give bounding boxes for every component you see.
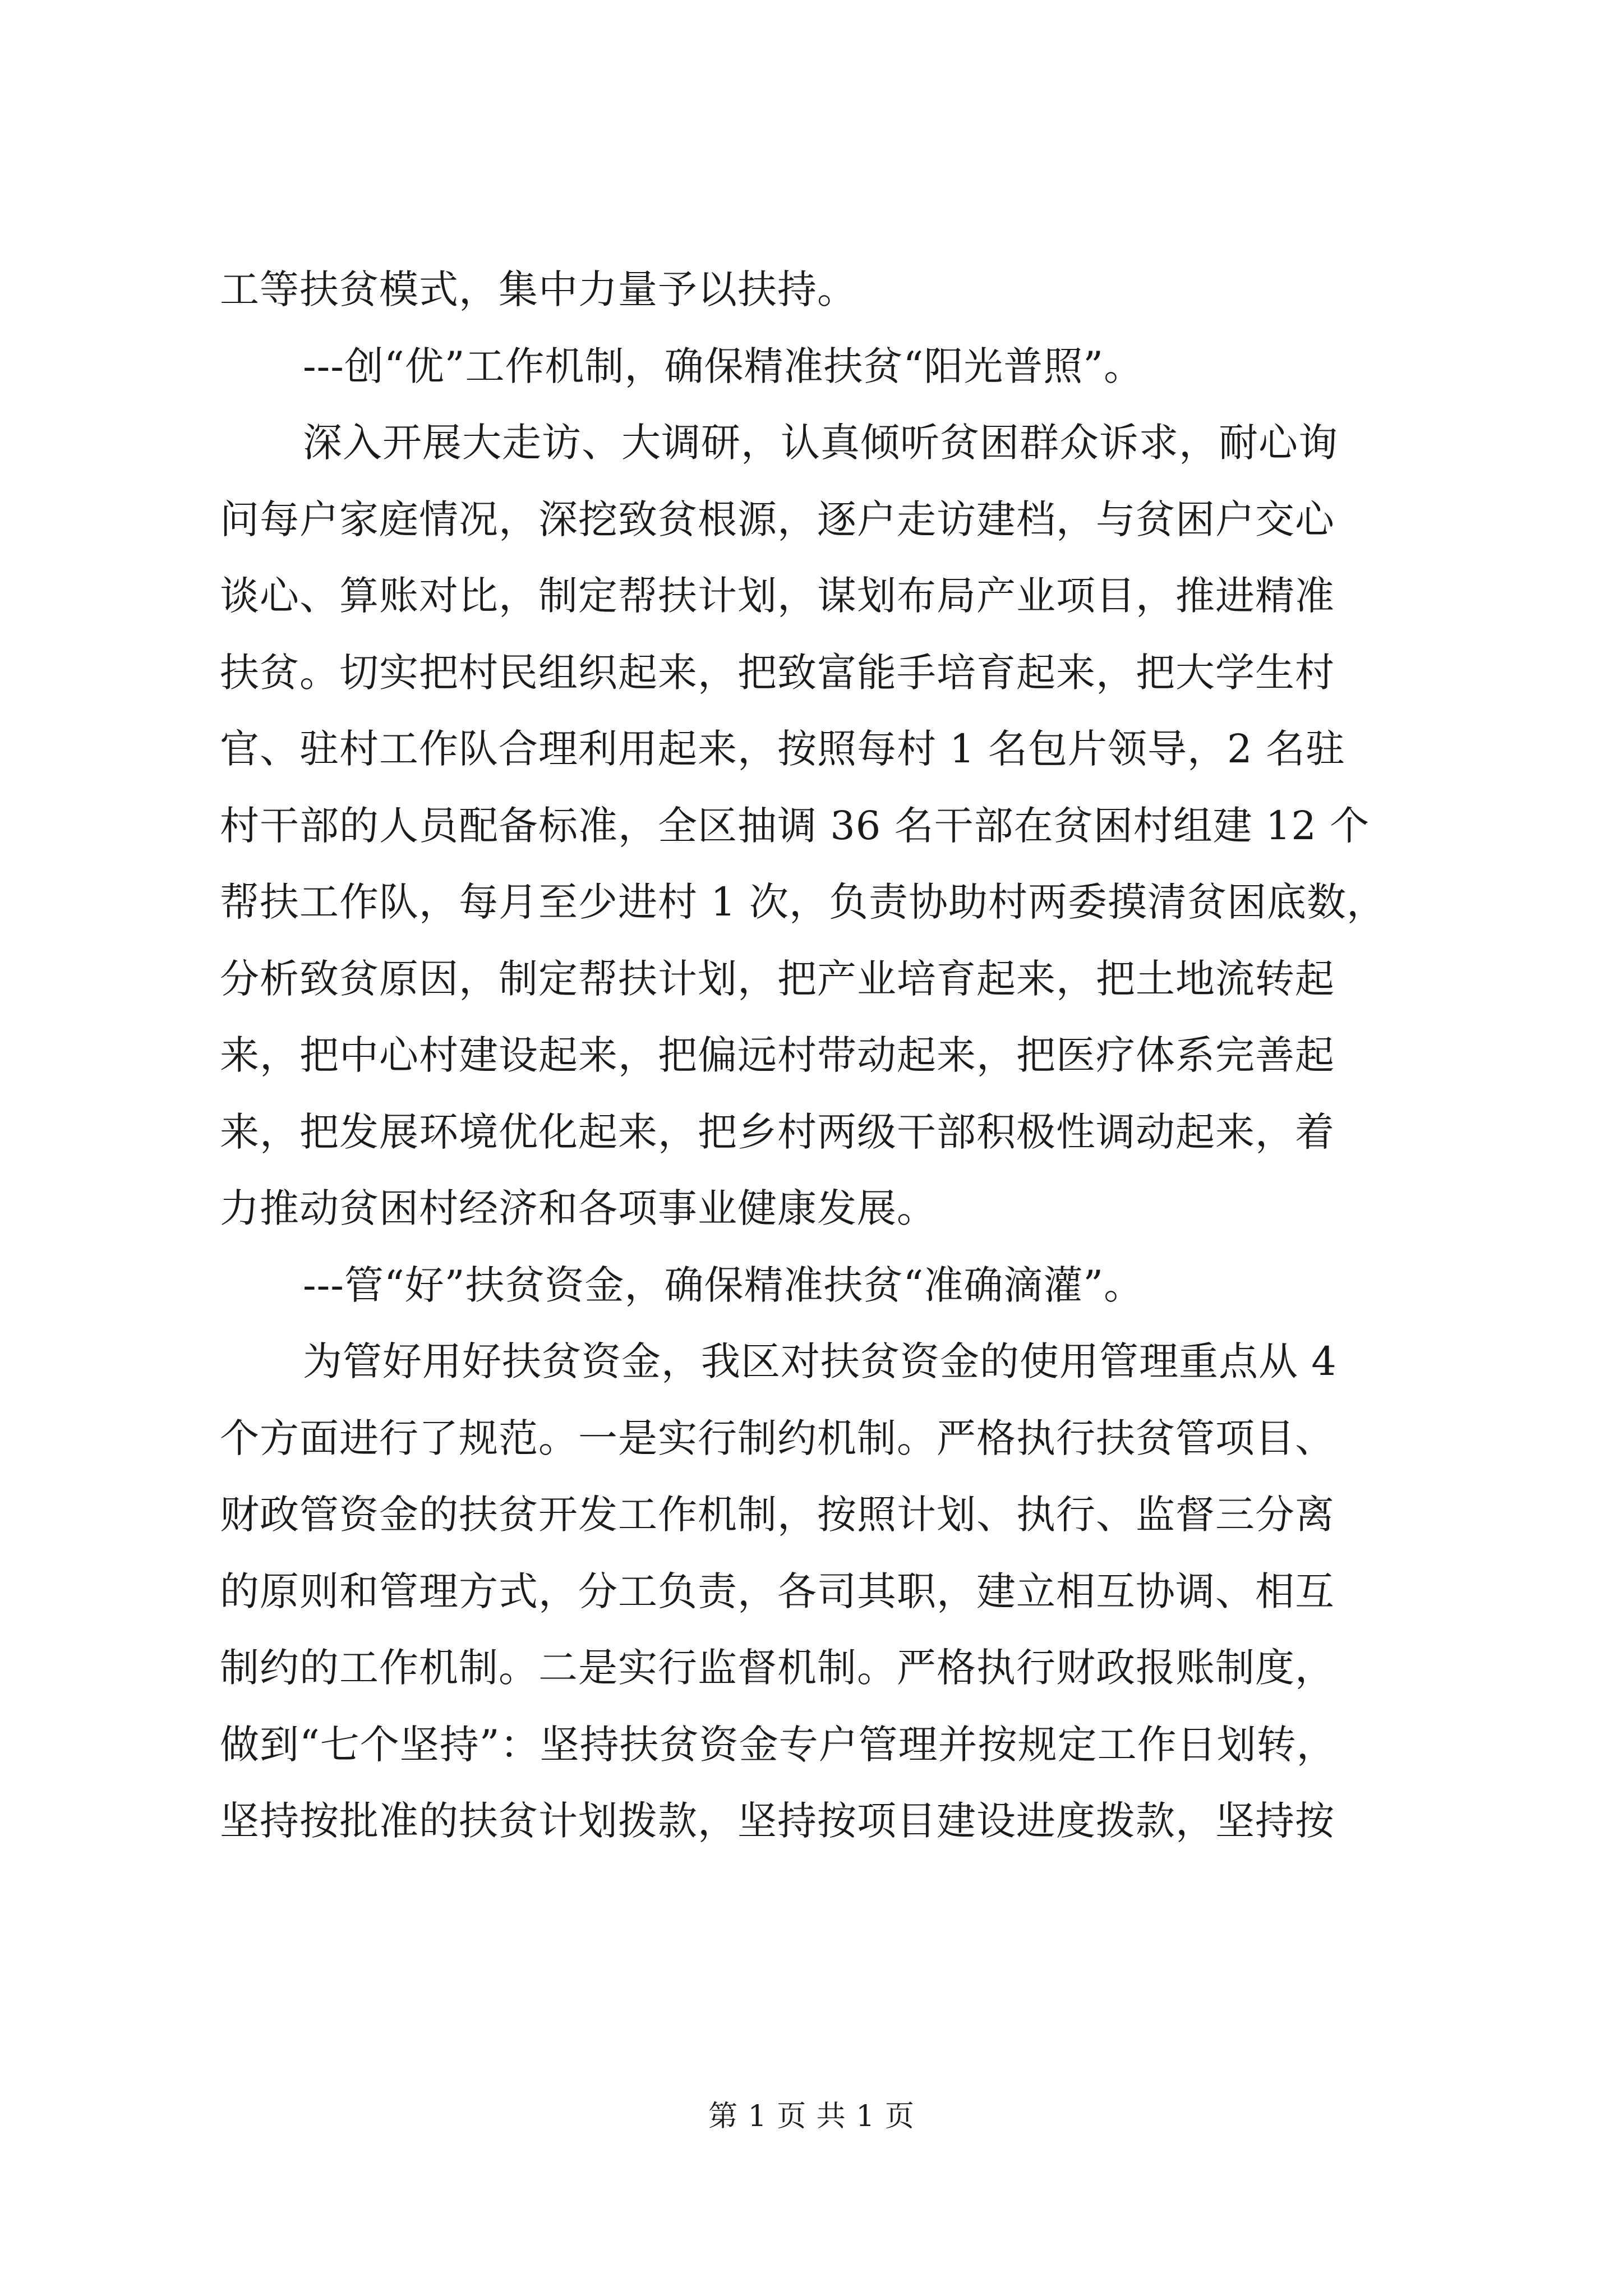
text-line: 谈心、算账对比，制定帮扶计划，谋划布局产业项目，推进精准 [220, 573, 1335, 619]
text-line: 力推动贫困村经济和各项事业健康发展。 [220, 1185, 937, 1231]
text-line: 村干部的人员配备标准，全区抽调 36 名干部在贫困村组建 12 个 [220, 802, 1370, 849]
text-line: 制约的工作机制。二是实行监督机制。严格执行财政报账制度， [220, 1645, 1335, 1691]
text-line: 问每户家庭情况，深挖致贫根源，逐户走访建档，与贫困户交心 [220, 496, 1335, 542]
text-line: 工等扶贫模式，集中力量予以扶持。 [220, 266, 857, 312]
document-body [220, 251, 1420, 1860]
text-line: 来，把发展环境优化起来，把乡村两级干部积极性调动起来，着 [220, 1108, 1335, 1155]
text-line: 财政管资金的扶贫开发工作机制，按照计划、执行、监督三分离 [220, 1492, 1335, 1538]
text-line: 坚持按批准的扶贫计划拨款，坚持按项目建设进度拨款，坚持按 [220, 1798, 1335, 1844]
text-line: 个方面进行了规范。一是实行制约机制。严格执行扶贫管项目、 [220, 1415, 1335, 1461]
text-line: 做到“七个坚持”：坚持扶贫资金专户管理并按规定工作日划转， [220, 1721, 1336, 1768]
text-line: 深入开展大走访、大调研，认真倾听贫困群众诉求，耐心询 [303, 420, 1338, 466]
text-line: ---创“优”工作机制，确保精准扶贫“阳光普照”。 [303, 343, 1144, 389]
text-line: 扶贫。切实把村民组织起来，把致富能手培育起来，把大学生村 [220, 649, 1335, 696]
text-line: ---管“好”扶贫资金，确保精准扶贫“准确滴灌”。 [303, 1262, 1144, 1308]
text-line: 帮扶工作队，每月至少进村 1 次，负责协助村两委摸清贫困底数， [220, 879, 1387, 925]
text-line: 分析致贫原因，制定帮扶计划，把产业培育起来，把土地流转起 [220, 955, 1335, 1002]
text-line: 的原则和管理方式，分工负责，各司其职，建立相互协调、相互 [220, 1568, 1335, 1614]
text-line: 为管好用好扶贫资金，我区对扶贫资金的使用管理重点从 4 [303, 1338, 1337, 1384]
text-line: 来，把中心村建设起来，把偏远村带动起来，把医疗体系完善起 [220, 1032, 1335, 1078]
text-line: 官、驻村工作队合理利用起来，按照每村 1 名包片领导，2 名驻 [220, 726, 1345, 772]
page-footer: 第 1 页 共 1 页 [708, 2100, 915, 2133]
